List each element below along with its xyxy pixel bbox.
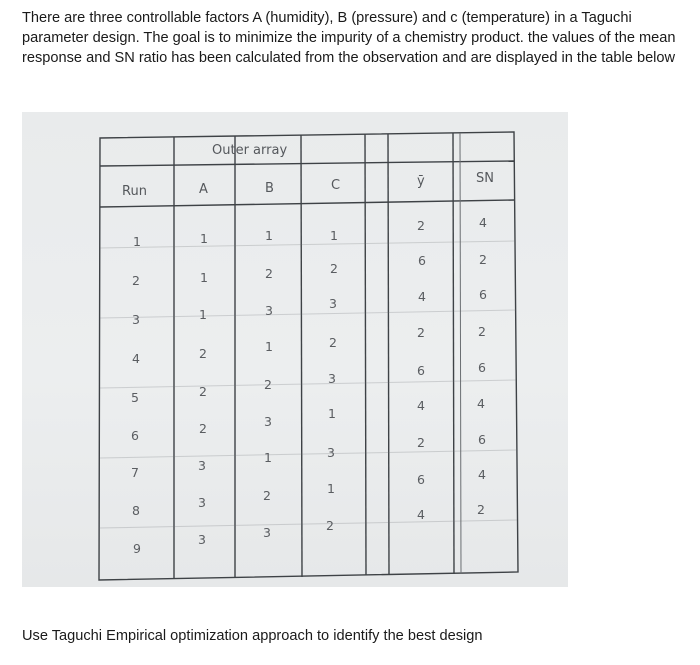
cell-ybar: 6: [417, 363, 425, 378]
cell-run: 5: [131, 390, 139, 405]
table-row: [132, 324, 486, 366]
header-b: B: [265, 181, 274, 196]
cell-c: 3: [329, 296, 337, 311]
cell-ybar: 2: [417, 218, 425, 233]
cell-ybar: 6: [417, 472, 425, 487]
cell-a: 2: [199, 346, 207, 361]
cell-b: 2: [264, 377, 272, 392]
cell-sn: 6: [479, 287, 487, 302]
table-row: [133, 502, 485, 556]
cell-run: 8: [132, 503, 140, 518]
cell-sn: 4: [478, 467, 486, 482]
header-run: Run: [122, 184, 147, 199]
cell-run: 2: [132, 273, 140, 288]
cell-b: 2: [265, 266, 273, 281]
cell-run: 1: [133, 234, 141, 249]
table-row: [132, 467, 486, 518]
task-instruction: Use Taguchi Empirical optimization approach to identify the best design: [22, 628, 483, 644]
cell-run: 4: [132, 351, 140, 366]
cell-b: 3: [263, 525, 271, 540]
cell-sn: 6: [478, 432, 486, 447]
cell-sn: 6: [478, 360, 486, 375]
header-top-line: [100, 161, 514, 166]
table-row: [131, 360, 486, 405]
cell-run: 9: [133, 541, 141, 556]
cell-a: 2: [199, 421, 207, 436]
col-line-6: [453, 133, 454, 574]
cell-c: 2: [330, 261, 338, 276]
cell-sn: 4: [479, 215, 487, 230]
cell-a: 1: [200, 231, 208, 246]
cell-c: 1: [328, 406, 336, 421]
col-line-4: [365, 134, 366, 575]
cell-ybar: 6: [418, 253, 426, 268]
table-frame: [99, 132, 518, 580]
cell-ybar: 2: [417, 435, 425, 450]
cell-ybar: 4: [418, 289, 426, 304]
col-line-3: [301, 135, 302, 577]
row-guide-4: [100, 450, 517, 458]
col-line-5: [388, 134, 389, 575]
cell-sn: 2: [477, 502, 485, 517]
cell-ybar: 4: [417, 507, 425, 522]
cell-a: 3: [198, 495, 206, 510]
cell-run: 3: [132, 312, 140, 327]
cell-a: 1: [199, 307, 207, 322]
outer-array-label: Outer array: [212, 143, 288, 158]
cell-c: 3: [328, 371, 336, 386]
cell-a: 1: [200, 270, 208, 285]
table-row: [132, 252, 487, 288]
cell-c: 3: [327, 445, 335, 460]
cell-ybar: 4: [417, 398, 425, 413]
header-a: A: [199, 182, 208, 197]
cell-b: 2: [263, 488, 271, 503]
cell-c: 1: [327, 481, 335, 496]
cell-c: 2: [326, 518, 334, 533]
table-row: [131, 396, 485, 443]
col-line-7: [460, 133, 461, 574]
cell-b: 1: [265, 339, 273, 354]
header-sn: SN: [476, 171, 494, 186]
cell-a: 3: [198, 532, 206, 547]
table-row: [132, 287, 487, 327]
cell-b: 1: [265, 228, 273, 243]
cell-a: 2: [199, 384, 207, 399]
cell-sn: 4: [477, 396, 485, 411]
cell-run: 7: [131, 465, 139, 480]
cell-ybar: 2: [417, 325, 425, 340]
handwritten-table: [22, 112, 568, 587]
cell-run: 6: [131, 428, 139, 443]
problem-statement: There are three controllable factors A (humidity), B (pressure) and c (temperature) in a Taguchi parameter design. The goal is to minimize the impurity of a chemistry product. the values of the mean response and SN ratio has been calculated from the observation and are displayed in the table below: [22, 10, 676, 66]
table-photo: [22, 112, 568, 587]
cell-a: 3: [198, 458, 206, 473]
cell-c: 1: [330, 228, 338, 243]
cell-b: 3: [264, 414, 272, 429]
cell-b: 3: [265, 303, 273, 318]
table-row: [133, 215, 487, 249]
header-c: C: [331, 178, 341, 193]
header-ybar: ȳ: [417, 174, 425, 189]
cell-c: 2: [329, 335, 337, 350]
cell-b: 1: [264, 450, 272, 465]
cell-sn: 2: [479, 252, 487, 267]
cell-sn: 2: [478, 324, 486, 339]
